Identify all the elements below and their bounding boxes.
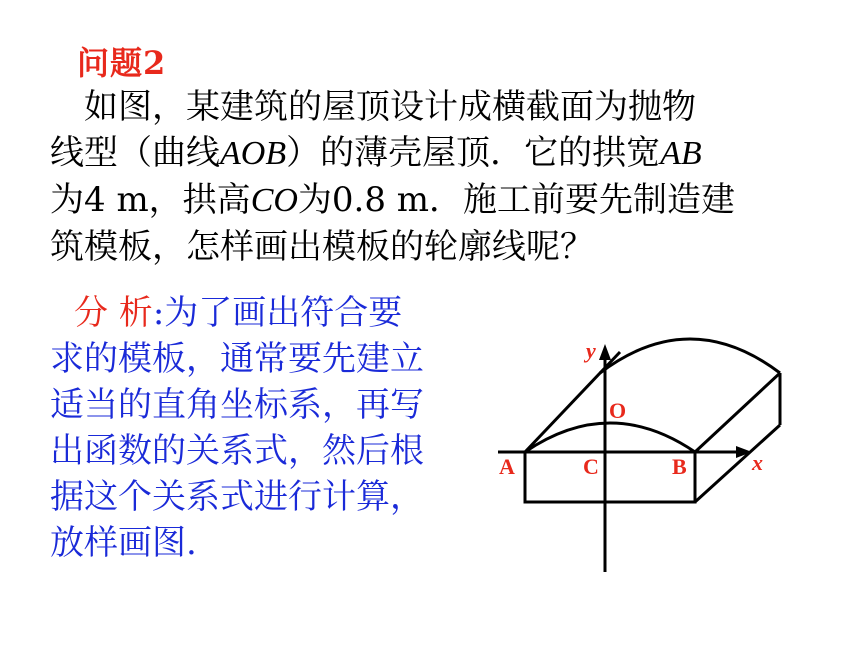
analysis-line-1: 分 析:为了画出符合要	[74, 293, 403, 333]
label-y: y	[586, 338, 596, 363]
right-top-edge	[695, 373, 780, 452]
y-axis-arrow	[599, 344, 611, 360]
back-arch	[600, 339, 780, 373]
label-a: A	[499, 454, 515, 479]
label-c: C	[583, 454, 599, 479]
label-b: B	[672, 454, 687, 479]
problem-line-3: 为4 m，拱高CO为0.8 m．施工前要先制造建	[50, 180, 736, 220]
problem-line-1: 如图，某建筑的屋顶设计成横截面为抛物	[84, 87, 696, 127]
analysis-line-4: 出函数的关系式，然后根	[50, 431, 424, 471]
problem-line-2: 线型（曲线AOB）的薄壳屋顶．它的拱宽AB	[50, 133, 702, 173]
right-bottom-edge	[695, 425, 780, 502]
analysis-line-5: 据这个关系式进行计算，	[50, 477, 424, 517]
front-rect	[525, 452, 695, 502]
front-arch	[525, 423, 695, 452]
analysis-line-2: 求的模板，通常要先建立	[50, 339, 424, 379]
analysis-line-6: 放样画图.	[50, 523, 197, 563]
analysis-line-3: 适当的直角坐标系，再写	[50, 385, 424, 425]
problem-title: 问题2	[77, 44, 167, 82]
label-o: O	[609, 398, 627, 423]
problem-line-4: 筑模板，怎样画出模板的轮廓线呢？	[50, 227, 594, 267]
label-x: x	[752, 450, 763, 475]
